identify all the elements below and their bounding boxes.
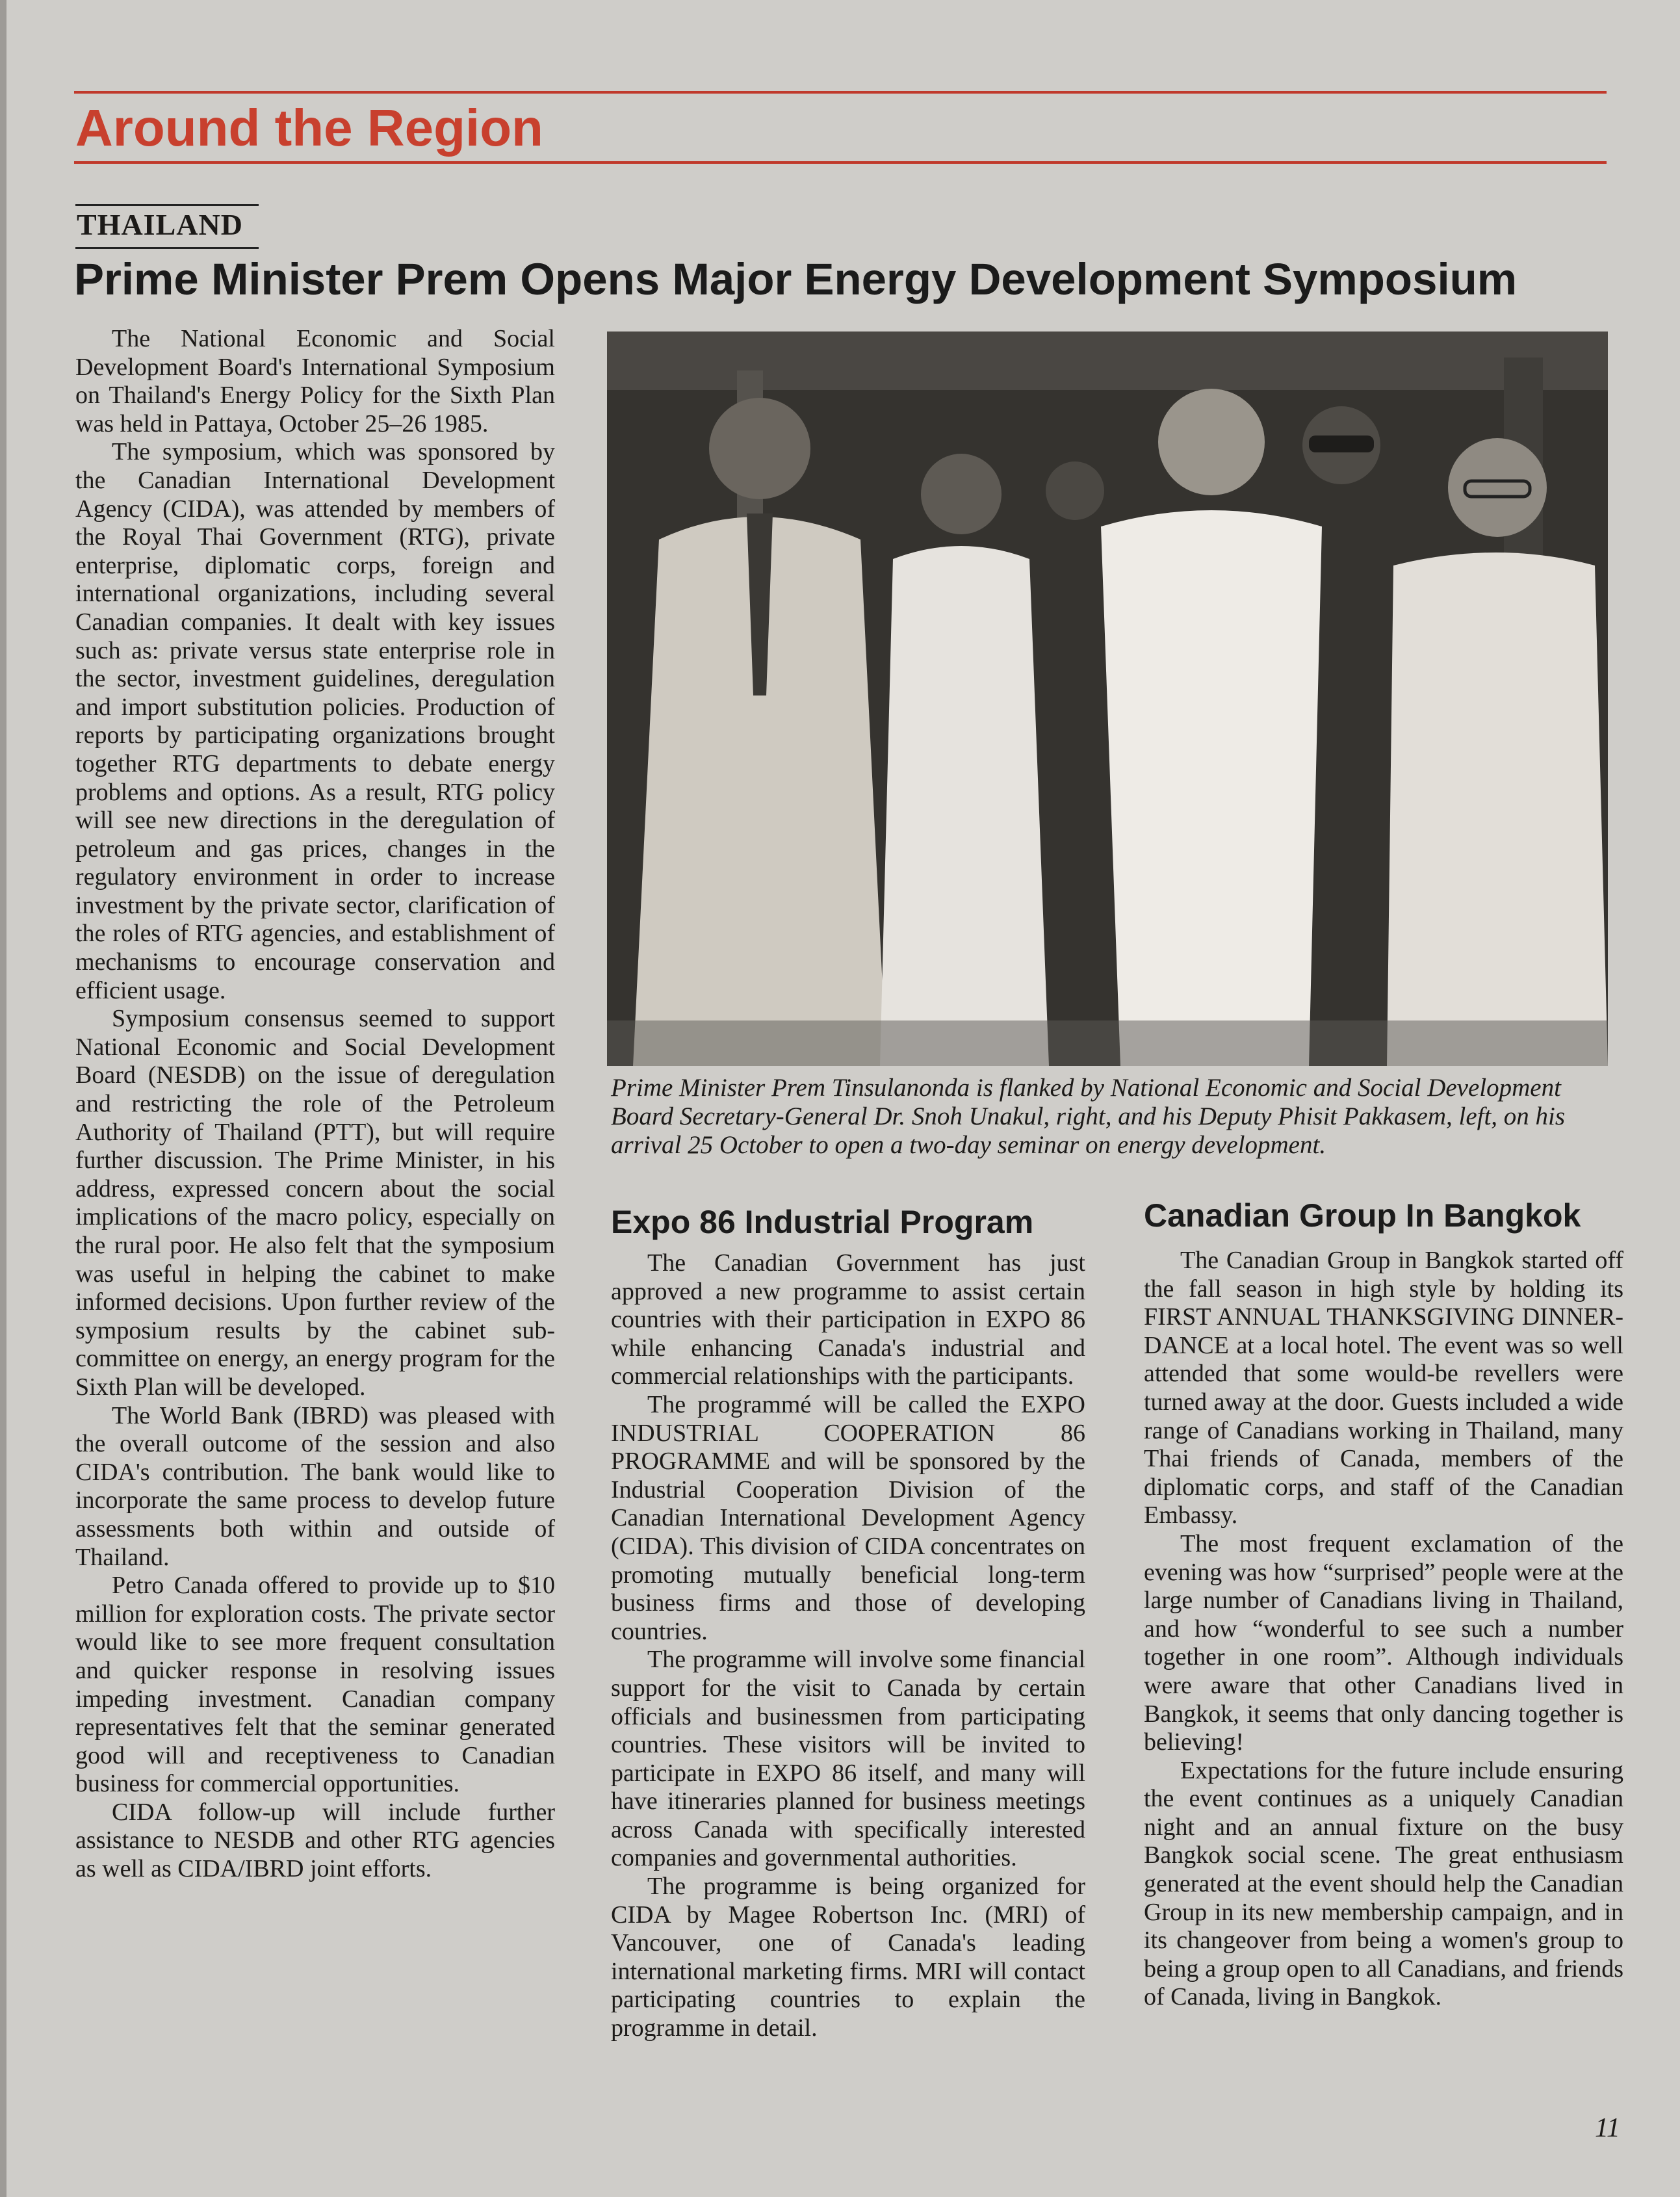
main-article-paragraph: Symposium consensus seemed to support National Economic and Social Development Board (NESDB) on the issue of deregulation and restricting the role of the Petroleum Authority of Thailand (PTT), but will require further discussion. The Prime Minister, in his address, expressed concern about the social implications of the macro policy, especially on the rural poor. He also felt that the symposium was useful in helping the cabinet to make informed decisions. Upon further review of the symposium results by the cabinet sub-committee on energy, an energy program for the Sixth Plan will be developed. — [75, 1005, 555, 1401]
expo-article-paragraph: The programme is being organized for CIDA by Magee Robertson Inc. (MRI) of Vancouver, one of Canada's leading international marketing firms. MRI will contact participating countries to explain the programme in detail. — [611, 1873, 1085, 2042]
main-article-paragraph: Petro Canada offered to provide up to $10 million for exploration costs. The private sector would like to see more frequent consultation and quicker response in resolving issues impeding investment. Canadian company representatives felt that the seminar generated good will and receptiveness to Canadian business for commercial opportunities. — [75, 1572, 555, 1798]
page-number: 11 — [1595, 2113, 1620, 2143]
country-rule-top — [75, 204, 259, 206]
main-article-paragraph: The symposium, which was sponsored by the Canadian International Development Agency (CIDA), was attended by members of the Royal Thai Government (RTG), private enterprise, diplomatic corps, foreign and international organizations, including several Canadian companies. It dealt with key issues such as: private versus state enterprise role in the sector, investment guidelines, deregulation and import substitution policies. Production of reports by participating organizations brought together RTG departments to debate energy problems and options. As a result, RTG policy will see new directions in the deregulation of petroleum and gas prices, changes in the regulatory environment in order to increase investment by the private sector, clarification of the roles of RTG agencies, and establishment of mechanisms to encourage conservation and efficient usage. — [75, 438, 555, 1004]
section-title: Around the Region — [75, 99, 543, 157]
main-article-paragraph: The World Bank (IBRD) was pleased with the overall outcome of the session and also CIDA's contribution. The bank would like to incorporate the same process to develop future assessments both within and outside of Thailand. — [75, 1401, 555, 1571]
canadian-group-article-paragraph: The most frequent exclamation of the evening was how “surprised” people were at the large number of Canadians living in Thailand, and how “wonderful to see such a number together in one room”. Although individuals were aware that other Canadians lived in Bangkok, it seems that only dancing together is believing! — [1144, 1529, 1623, 1756]
country-label: THAILAND — [77, 208, 243, 241]
canadian-group-article-title: Canadian Group In Bangkok — [1144, 1197, 1581, 1234]
expo-article-paragraph: The programme will involve some financial support for the visit to Canada by certain officials and businessmen from participating countries. These visitors will be invited to participate in EXPO 86 itself, and many will have itineraries planned for business meetings across Canada with specifically interested companies and governmental authorities. — [611, 1646, 1085, 1872]
canadian-group-article-paragraph: Expectations for the future include ensuring the event continues as a uniquely Canadian night and an annual fixture on the busy Bangkok social scene. The great enthusiasm generated at the event should help the Canadian Group in its new membership campaign, and in its changeover from being a women's group to being a group open to all Canadians, and friends of Canada, living in Bangkok. — [1144, 1756, 1623, 2011]
expo-article-title: Expo 86 Industrial Program — [611, 1204, 1034, 1240]
main-article-paragraph: CIDA follow-up will include further assistance to NESDB and other RTG agencies as well as CIDA/IBRD joint efforts. — [75, 1798, 555, 1883]
news-photo — [607, 332, 1608, 1066]
expo-article-paragraph: The programmé will be called the EXPO INDUSTRIAL COOPERATION 86 PROGRAMME and will be sponsored by the Industrial Cooperation Division of the Canadian International Development Agency (CIDA). This division of CIDA concentrates on promoting mutually beneficial long-term business firms and those of developing countries. — [611, 1390, 1085, 1645]
expo-article-paragraph: The Canadian Government has just approved a new programme to assist certain countries with their participation in EXPO 86 while enhancing Canada's industrial and commercial relationships with the participants. — [611, 1249, 1085, 1390]
main-article-paragraph: The National Economic and Social Development Board's International Symposium on Thailand's Energy Policy for the Sixth Plan was held in Pattaya, October 25–26 1985. — [75, 325, 555, 437]
canadian-group-article-column — [1144, 1247, 1623, 2012]
expo-article-column — [611, 1249, 1085, 2043]
section-rule-bottom — [74, 161, 1607, 164]
photo-illustration — [607, 332, 1608, 1066]
page-spine-shadow — [0, 0, 6, 2197]
photo-caption: Prime Minister Prem Tinsulanonda is flanked by National Economic and Social Development Board Secretary-General Dr. Snoh Unakul, right, and his Deputy Phisit Pakkasem, left, on his arrival 25 October to open a two-day seminar on energy development. — [611, 1074, 1566, 1159]
canadian-group-article-paragraph: The Canadian Group in Bangkok started off the fall season in high style by holding its FIRST ANNUAL THANKSGIVING DINNER-DANCE at a local hotel. The event was so well attended that some would-be revellers were turned away at the door. Guests included a wide range of Canadians working in Thailand, many Thai friends of Canada, members of the diplomatic corps, and staff of the Canadian Embassy. — [1144, 1247, 1623, 1529]
country-rule-bottom — [75, 247, 259, 249]
main-article-column — [75, 325, 555, 1884]
section-rule-top — [74, 91, 1607, 94]
main-headline: Prime Minister Prem Opens Major Energy Development Symposium — [74, 254, 1518, 304]
